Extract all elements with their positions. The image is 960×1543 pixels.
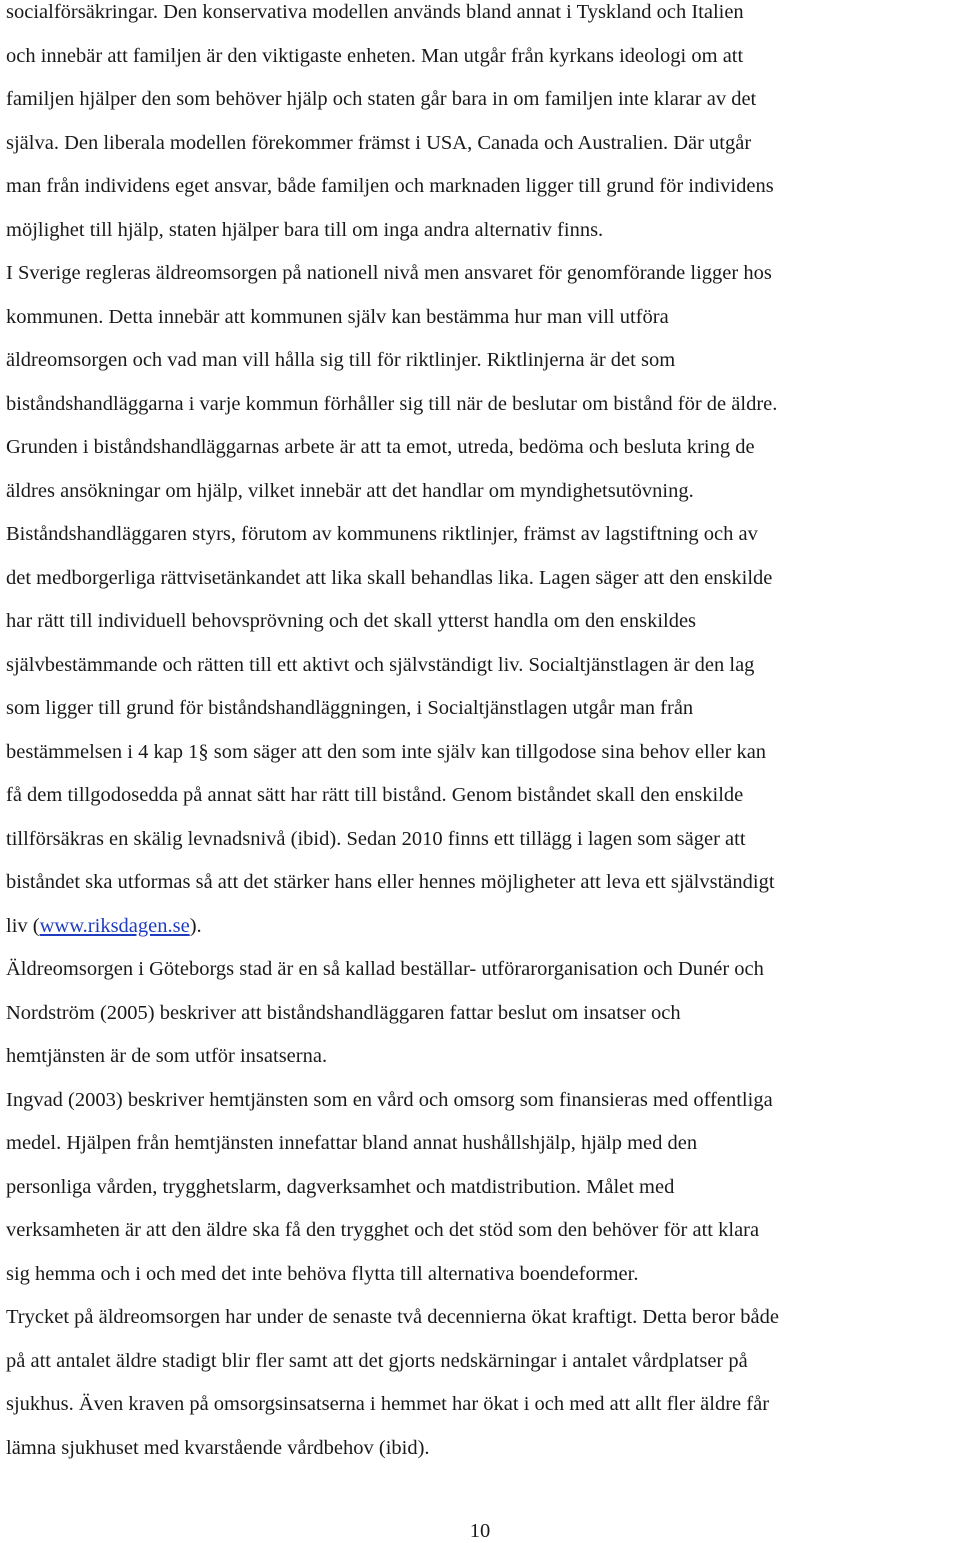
text-line: sjukhus. Även kraven på omsorgsinsatserna i hemmet har ökat i och med att allt fler äldre får xyxy=(6,1393,770,1415)
text-line: medel. Hjälpen från hemtjänsten innefattar bland annat hushållshjälp, hjälp med den xyxy=(6,1132,698,1154)
text-line: självbestämmande och rätten till ett aktivt och självständigt liv. Socialtjänstlagen är den lag xyxy=(6,653,755,676)
text-line: biståndshandläggarna i varje kommun förhåller sig till när de beslutar om bistånd för de äldre. xyxy=(6,392,778,415)
text-line: äldreomsorgen och vad man vill hålla sig till för riktlinjer. Riktlinjerna är det som xyxy=(6,349,676,371)
text-line: kommunen. Detta innebär att kommunen själv kan bestämma hur man vill utföra xyxy=(6,305,669,328)
riksdagen-link[interactable]: www.riksdagen.se xyxy=(39,914,190,937)
text-line: tillförsäkras en skälig levnadsnivå (ibid). Sedan 2010 finns ett tillägg i lagen som säger att xyxy=(6,827,746,850)
text-line: på att antalet äldre stadigt blir fler samt att det gjorts nedskärningar i antalet vårdplatser på xyxy=(6,1349,748,1372)
text-line: Äldreomsorgen i Göteborgs stad är en så kallad beställar- utförarorganisation och Dunér och xyxy=(6,958,764,980)
text-line: äldres ansökningar om hjälp, vilket innebär att det handlar om myndighetsutövning. xyxy=(6,479,694,502)
text-line: familjen hjälper den som behöver hjälp och staten går bara in om familjen inte klarar av det xyxy=(6,88,757,110)
text-line: hemtjänsten är de som utför insatserna. xyxy=(6,1045,328,1067)
text-line: Nordström (2005) beskriver att biståndshandläggaren fattar beslut om insatser och xyxy=(6,1001,681,1024)
page-number: 10 xyxy=(469,1520,491,1542)
text-line: man från individens eget ansvar, både familjen och marknaden ligger till grund för individens xyxy=(6,175,774,197)
text-line: har rätt till individuell behovsprövning och det skall ytterst handla om den enskildes xyxy=(6,610,697,632)
text-line: verksamheten är att den äldre ska få den trygghet och det stöd som den behöver för att klara xyxy=(6,1219,760,1241)
text-line: möjlighet till hjälp, staten hjälper bara till om inga andra alternativ finns. xyxy=(6,218,604,241)
text-line-with-link xyxy=(6,914,202,938)
text-line: socialförsäkringar. Den konservativa modellen används bland annat i Tyskland och Italien xyxy=(6,1,744,23)
text-line: Biståndshandläggaren styrs, förutom av kommunens riktlinjer, främst av lagstiftning och av xyxy=(6,523,758,545)
text-line: bestämmelsen i 4 kap 1§ som säger att den som inte själv kan tillgodose sina behov eller kan xyxy=(6,740,767,763)
link-prefix: liv ( xyxy=(6,914,40,937)
text-line: som ligger till grund för biståndshandläggningen, i Socialtjänstlagen utgår man från xyxy=(6,697,694,719)
text-line: få dem tillgodosedda på annat sätt har rätt till bistånd. Genom biståndet skall den enskilde xyxy=(6,784,744,806)
text-line: personliga vården, trygghetslarm, dagverksamhet och matdistribution. Målet med xyxy=(6,1175,675,1198)
text-line: sig hemma och i och med det inte behöva flytta till alternativa boendeformer. xyxy=(6,1262,639,1285)
link-suffix: ). xyxy=(189,914,202,937)
text-line: biståndet ska utformas så att det stärker hans eller hennes möjligheter att leva ett självständigt xyxy=(6,871,775,893)
text-line: och innebär att familjen är den viktigaste enheten. Man utgår från kyrkans ideologi om att xyxy=(6,44,744,67)
text-line: det medborgerliga rättvisetänkandet att lika skall behandlas lika. Lagen säger att den enskilde xyxy=(6,566,773,589)
text-line: själva. Den liberala modellen förekommer främst i USA, Canada och Australien. Där utgår xyxy=(6,131,752,154)
text-line: Trycket på äldreomsorgen har under de senaste två decennierna ökat kraftigt. Detta beror både xyxy=(6,1306,780,1328)
text-line: lämna sjukhuset med kvarstående vårdbehov (ibid). xyxy=(6,1436,430,1459)
text-line: Ingvad (2003) beskriver hemtjänsten som en vård och omsorg som finansieras med offentliga xyxy=(6,1088,773,1111)
text-line: Grunden i biståndshandläggarnas arbete är att ta emot, utreda, bedöma och besluta kring de xyxy=(6,436,755,458)
text-line: I Sverige regleras äldreomsorgen på nationell nivå men ansvaret för genomförande ligger hos xyxy=(6,262,772,284)
